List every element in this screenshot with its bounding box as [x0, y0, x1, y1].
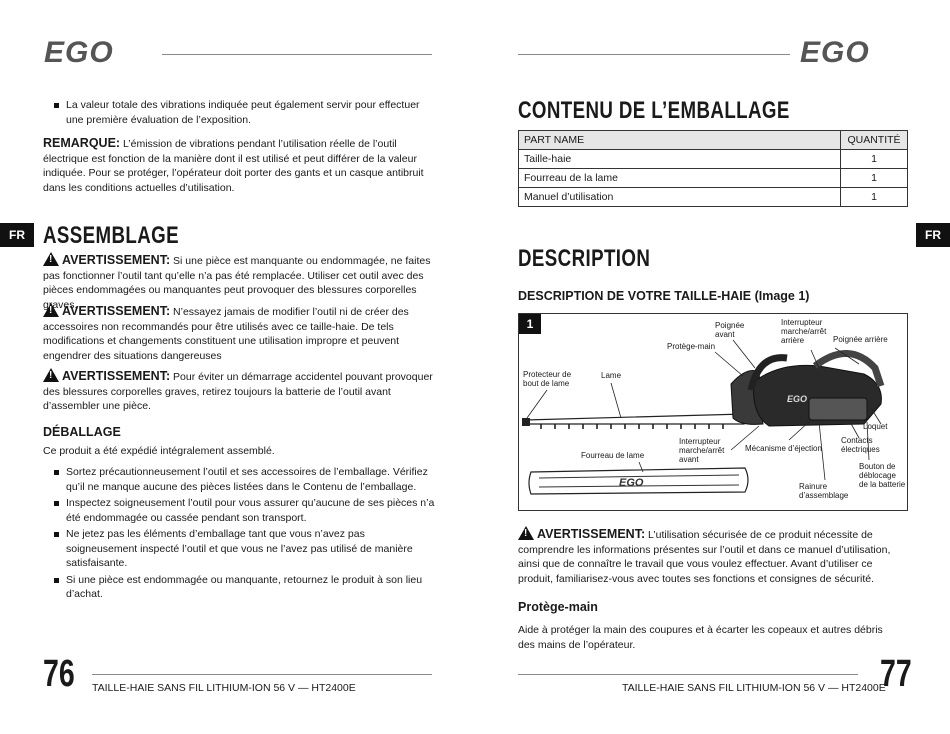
contenu-heading: CONTENU DE L’EMBALLAGE: [518, 97, 790, 124]
page-number-left: 76: [43, 653, 75, 695]
cell-part: Manuel d’utilisation: [519, 188, 841, 207]
protege-main-heading: Protège-main: [518, 600, 598, 614]
warning-label: AVERTISSEMENT:: [62, 253, 171, 267]
language-tab-right: FR: [916, 223, 950, 247]
label-protege-main: Protège-main: [667, 342, 716, 351]
label-interrupteur-avant: Interrupteur marche/arrêt avant: [679, 437, 725, 464]
table-row: [519, 150, 908, 169]
deballage-text: Ce produit a été expédié intégralement assemblé.: [43, 445, 275, 457]
label-lame: Lame: [601, 371, 622, 380]
warning-label: AVERTISSEMENT:: [62, 304, 171, 318]
warning-text: Si une pièce est manquante ou endommagée, ne faites pas fonctionner l’outil tant qu’elle n’a pas été remplacée. Utiliser cet outil avec des pièces endommagées ou manquantes peut provoquer des blessures corporelles graves.: [43, 255, 431, 311]
remarque-paragraph: [43, 136, 435, 195]
footer-left: TAILLE-HAIE SANS FIL LITHIUM-ION 56 V — HT2400E: [92, 682, 356, 694]
label-poignee-arriere: Poignée arrière: [833, 335, 888, 344]
cell-part: Fourreau de la lame: [519, 169, 841, 188]
footer-rule-right: [518, 674, 858, 675]
remarque-text: L’émission de vibrations pendant l’utilisation réelle de l’outil électrique est fonction de la manière dont il est utilisé et peut différer de la valeur indiquée. Pour se protéger, l’opérateur doit porter des gants et un casque antibruit dans les conditions actuelles d’utilisation.: [43, 138, 424, 194]
label-protecteur: Protecteur de bout de lame: [523, 370, 572, 388]
list-item: Sortez précautionneusement l’outil et ses accessoires de l’emballage. Vérifiez qu’il ne manque aucune des pièces listées dans le Contenu de l’emballage.: [44, 465, 436, 494]
cell-qty: 1: [841, 169, 908, 188]
figure-1: [518, 313, 908, 511]
warning-2: [43, 303, 435, 363]
tool-logo: EGO: [787, 394, 808, 404]
blade-tip-protector: [522, 418, 530, 426]
warning-text: Pour éviter un démarrage accidentel pouvant provoquer des blessures corporelles graves, retirez toujours la batterie de l’outil avant d’assembler une pièce.: [43, 371, 433, 412]
label-loquet: Loquet: [863, 422, 888, 431]
warning-text: L’utilisation sécurisée de ce produit nécessite de comprendre les informations présentes sur l’outil et dans ce manuel d’utilisation, ainsi que de connaître le travail que vous voulez effectuer. Avant d’utiliser ce produit, familiarisez-vous avec toutes ses fonctions et consignes de sécurité.: [518, 529, 891, 585]
list-item: Inspectez soigneusement l’outil pour vous assurer qu’aucune de ses pièces n’a été endommagée ou cassée pendant son transport.: [44, 496, 436, 525]
description-subheading: DESCRIPTION DE VOTRE TAILLE-HAIE (Image 1): [518, 289, 810, 303]
page-number-right: 77: [880, 653, 912, 695]
label-rainure: Rainure d’assemblage: [799, 482, 849, 500]
cell-part: Taille-haie: [519, 150, 841, 169]
deballage-heading: DÉBALLAGE: [43, 425, 121, 439]
col-quantite: QUANTITÉ: [841, 131, 908, 150]
warning-right: [518, 526, 910, 586]
label-interrupteur-arriere: Interrupteur marche/arrêt arrière: [781, 318, 827, 345]
warning-3: [43, 368, 435, 414]
warning-text: N’essayez jamais de modifier l’outil ni de créer des accessoires non recommandés pour être utilisés avec ce taille-haie. De tels modifications et changements constituent une utilisation impropre et peuvent engendrer des situations dangereuses: [43, 306, 409, 362]
warning-label: AVERTISSEMENT:: [62, 369, 171, 383]
warning-icon: [518, 526, 534, 540]
battery: [809, 398, 867, 420]
ego-logo-left: EGO: [44, 36, 114, 69]
blade: [525, 414, 744, 424]
label-fourreau: Fourreau de lame: [581, 451, 645, 460]
protege-main-text: Aide à protéger la main des coupures et à écarter les copeaux et autres débris des mains de l’opérateur.: [518, 624, 883, 651]
label-bouton: Bouton de déblocage de la batterie: [859, 462, 906, 489]
description-heading: DESCRIPTION: [518, 245, 651, 272]
cell-qty: 1: [841, 188, 908, 207]
label-mecanisme: Mécanisme d’éjection: [745, 444, 822, 453]
col-part-name: PART NAME: [519, 131, 841, 150]
cell-qty: 1: [841, 150, 908, 169]
intro-bullet-list: [44, 98, 436, 129]
warning-icon: [43, 252, 59, 266]
language-tab-left: FR: [0, 223, 34, 247]
table-row: [519, 188, 908, 207]
assemblage-heading: ASSEMBLAGE: [43, 222, 180, 249]
remarque-label: REMARQUE:: [43, 136, 121, 150]
list-item: Si une pièce est endommagée ou manquante, retournez le produit à son lieu d’achat.: [44, 573, 436, 602]
table-header-row: [519, 131, 908, 150]
ego-logo-right: EGO: [800, 36, 870, 69]
label-contacts: Contacts électriques: [841, 436, 880, 454]
contents-table: [518, 130, 908, 207]
header-rule-left: [162, 54, 432, 55]
deballage-bullet-list: [44, 465, 436, 604]
sheath-logo: EGO: [619, 477, 644, 489]
header-rule-right: [518, 54, 790, 55]
list-item: La valeur totale des vibrations indiquée peut également servir pour effectuer une première évaluation de l’exposition.: [44, 98, 436, 127]
figure-number: 1: [519, 314, 541, 334]
label-poignee-avant: Poignée avant: [715, 321, 745, 339]
footer-right: TAILLE-HAIE SANS FIL LITHIUM-ION 56 V — HT2400E: [622, 682, 886, 694]
list-item: Ne jetez pas les éléments d’emballage tant que vous n’avez pas soigneusement inspecté l’outil et que vous ne l’avez pas utilisé de manière satisfaisante.: [44, 527, 436, 571]
table-row: [519, 169, 908, 188]
warning-icon: [43, 368, 59, 382]
footer-rule-left: [92, 674, 432, 675]
warning-label: AVERTISSEMENT:: [537, 527, 646, 541]
blade-teeth: [541, 424, 723, 429]
warning-icon: [43, 303, 59, 317]
